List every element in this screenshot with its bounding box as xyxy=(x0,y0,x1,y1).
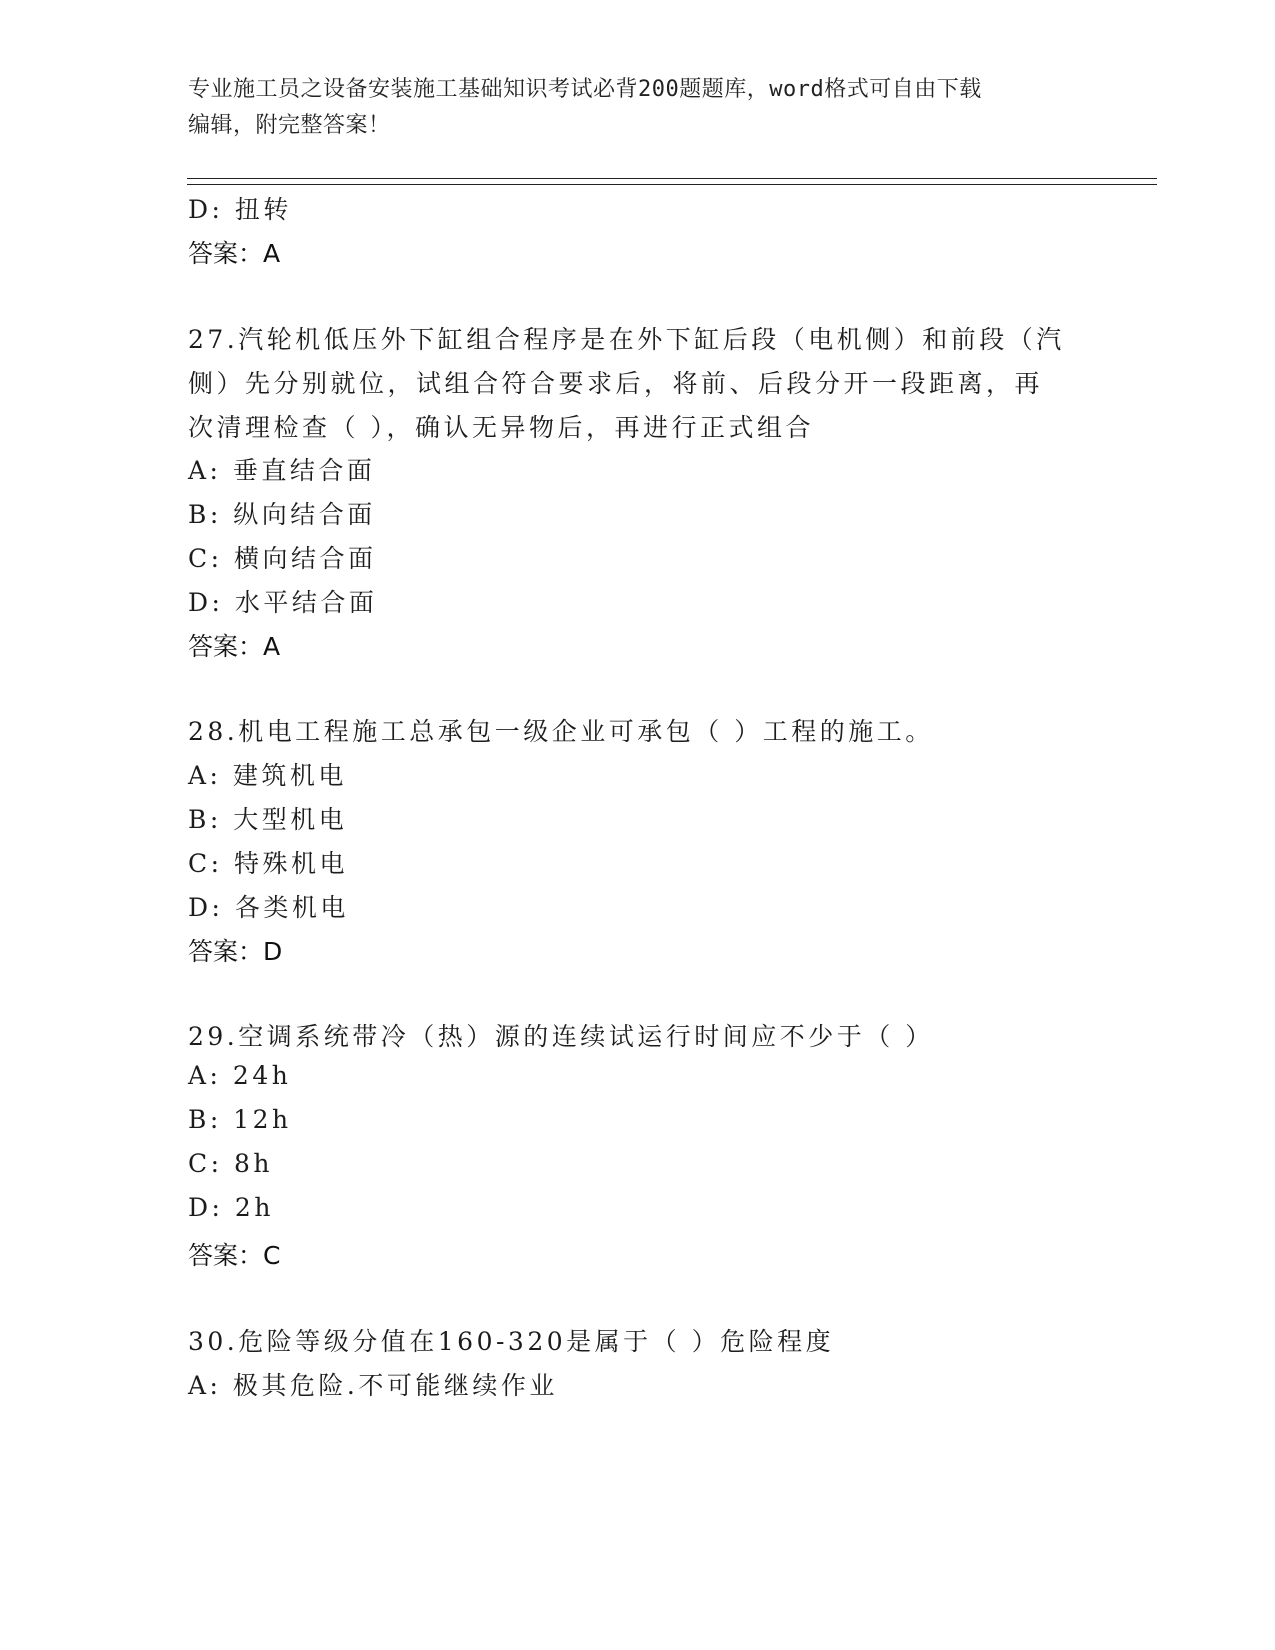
header-divider-bottom xyxy=(187,184,1157,185)
q27-option-c: C: 横向结合面 xyxy=(188,544,377,573)
header-title-line-1: 专业施工员之设备安装施工基础知识考试必背200题题库，word格式可自由下载 xyxy=(188,77,982,102)
q27-stem-line-2: 侧）先分别就位，试组合符合要求后，将前、后段分开一段距离，再 xyxy=(188,369,1044,398)
header-divider-top xyxy=(187,178,1157,179)
q28-stem: 28.机电工程施工总承包一级企业可承包（ ）工程的施工。 xyxy=(188,717,934,746)
q30-option-a: A: 极其危险.不可能继续作业 xyxy=(188,1371,558,1400)
q27-stem-line-1: 27.汽轮机低压外下缸组合程序是在外下缸后段（电机侧）和前段（汽 xyxy=(188,325,1065,354)
prev-option-d: D: 扭转 xyxy=(188,195,292,224)
q28-option-d: D: 各类机电 xyxy=(188,893,349,922)
q27-option-b: B: 纵向结合面 xyxy=(188,500,376,529)
q29-option-d: D: 2h xyxy=(188,1193,274,1222)
q29-stem: 29.空调系统带冷（热）源的连续试运行时间应不少于（ ） xyxy=(188,1022,934,1051)
prev-answer: 答案：A xyxy=(188,239,281,268)
q28-option-c: C: 特殊机电 xyxy=(188,849,348,878)
q28-option-a: A: 建筑机电 xyxy=(188,761,347,790)
q29-option-c: C: 8h xyxy=(188,1149,274,1178)
q27-option-a: A: 垂直结合面 xyxy=(188,456,376,485)
q29-option-b: B: 12h xyxy=(188,1105,292,1134)
header-title-line-2: 编辑，附完整答案！ xyxy=(188,113,391,138)
document-header xyxy=(188,72,1088,144)
q28-answer: 答案：D xyxy=(188,937,283,966)
q29-option-a: A: 24h xyxy=(188,1061,292,1090)
q28-option-b: B: 大型机电 xyxy=(188,805,348,834)
q27-option-d: D: 水平结合面 xyxy=(188,588,378,617)
q29-answer: 答案：C xyxy=(188,1241,281,1270)
q27-answer: 答案：A xyxy=(188,632,281,661)
q27-stem-line-3: 次清理检查（ ），确认无异物后，再进行正式组合 xyxy=(188,413,814,442)
q30-stem: 30.危险等级分值在160-320是属于（ ）危险程度 xyxy=(188,1327,835,1356)
